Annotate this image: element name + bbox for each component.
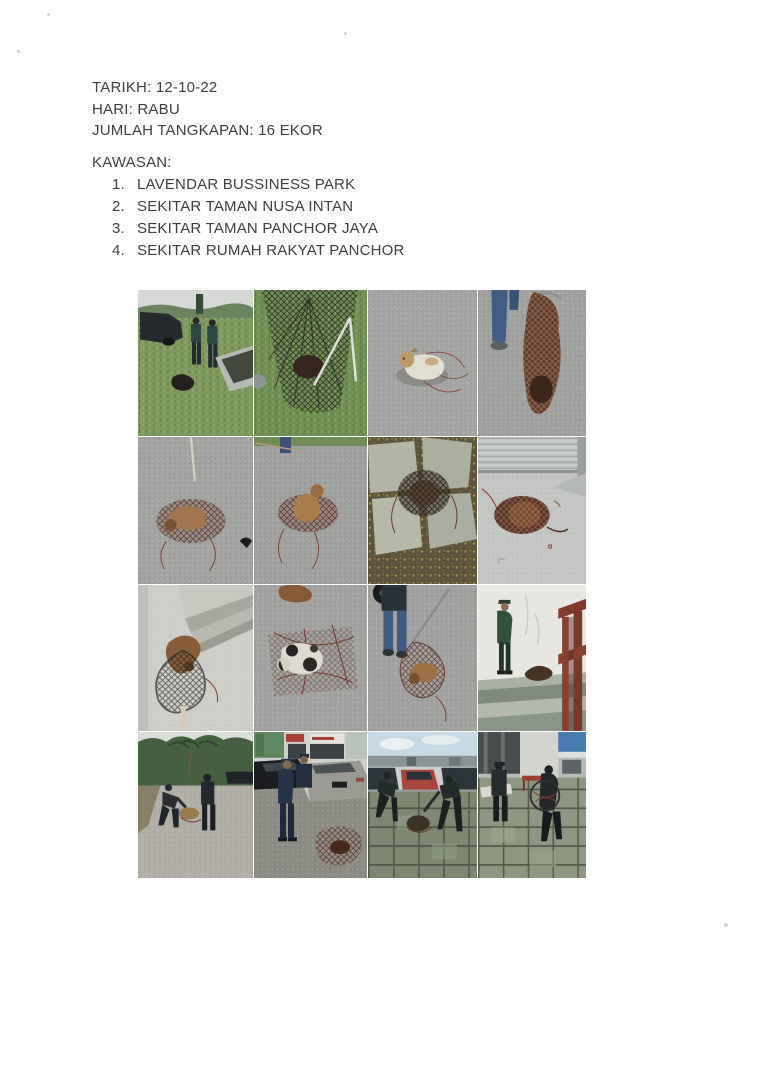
area-item-number: 1. <box>112 176 125 193</box>
photo-sitting-dog-net <box>254 437 367 584</box>
photo-tan-dog-net <box>138 437 253 584</box>
photo-spotted-dog-net <box>254 585 367 731</box>
area-item-name: LAVENDAR BUSSINESS PARK <box>137 176 356 193</box>
photo-net-on-grass <box>254 290 367 436</box>
area-list-item <box>92 196 405 218</box>
photo-officers-mossy-walkway-cars <box>368 732 477 878</box>
report-header <box>92 77 323 142</box>
scan-speck <box>344 32 347 35</box>
area-item-number: 3. <box>112 220 125 237</box>
area-item-number: 4. <box>112 242 125 259</box>
area-item-name: SEKITAR RUMAH RAKYAT PANCHOR <box>137 242 405 259</box>
area-section-label: KAWASAN: <box>92 154 172 171</box>
date-line: TARIKH: 12-10-22 <box>92 79 218 96</box>
day-line: HARI: RABU <box>92 100 180 118</box>
photo-net-roller-shutter <box>478 437 586 584</box>
photo-officer-catch-pole <box>368 585 477 731</box>
scan-speck <box>724 923 728 927</box>
area-item-name: SEKITAR TAMAN NUSA INTAN <box>137 198 354 215</box>
photo-officer-lifting-net <box>478 290 586 436</box>
area-list-item <box>92 240 405 262</box>
area-list-item <box>92 174 405 196</box>
area-item-number: 2. <box>112 198 125 215</box>
photo-officers-hoop-net-walkway <box>478 732 586 878</box>
photo-dog-hoop-net-steps <box>138 585 253 731</box>
scan-speck <box>17 50 20 53</box>
photo-road-palms-officers <box>138 732 253 878</box>
photo-officers-cars-shophouse <box>254 732 367 878</box>
photo-field-officers <box>138 290 253 436</box>
area-list-item <box>92 218 405 240</box>
photo-officer-stairs-railing <box>478 585 586 731</box>
total-catch-line: JUMLAH TANGKAPAN: 16 EKOR <box>92 122 323 139</box>
photo-grid <box>138 290 586 878</box>
photo-net-pavers-leaves <box>368 437 477 584</box>
scan-speck <box>47 13 50 16</box>
area-section <box>92 152 405 262</box>
area-item-name: SEKITAR TAMAN PANCHOR JAYA <box>137 220 379 237</box>
photo-white-dog-net <box>368 290 477 436</box>
